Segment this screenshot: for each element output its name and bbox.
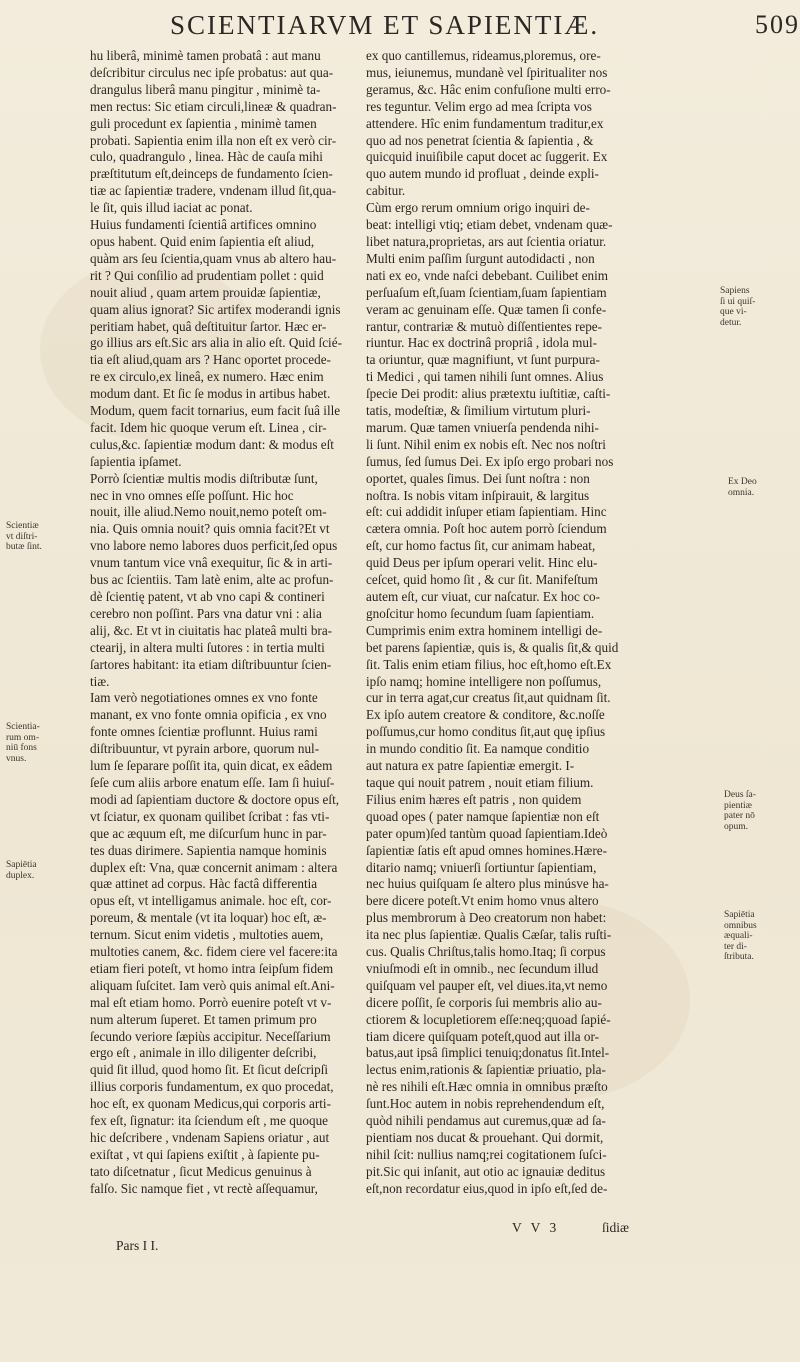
- text-line: attendere. Hîc enim fundamentum traditur,ex: [366, 115, 604, 131]
- text-line: men rectus: Sic etiam circuli,lineæ & quadran-: [90, 98, 337, 114]
- marginal-note-line: vnus.: [6, 753, 27, 764]
- text-line: lectus enim,rationis & ſapientiæ priuatio, pla-: [366, 1062, 606, 1078]
- text-line: deſcribitur circulus nec ipſe probatus: aut qua-: [90, 64, 334, 80]
- text-line: exiſtat , vt qui ſapiens exiſtit , à ſapiente pu-: [90, 1146, 320, 1162]
- text-line: lum ſe ſeparare poſſit ita, quin dicat, ex eâdem: [90, 758, 333, 774]
- text-line: aut natura ex patre ſapientiæ emergit. I-: [366, 758, 575, 774]
- marginal-note-line: pientiæ: [724, 800, 752, 811]
- text-line: mus, ieiunemus, mundanè vel ſpiritualiter nos: [366, 64, 608, 80]
- text-line: beat: intelligi vtiq; etiam debet, vndenam quæ-: [366, 217, 613, 233]
- text-line: peritiam habet, quâ deſtituitur ſartor. Hæc er-: [90, 318, 327, 334]
- text-line: bet parens ſapientiæ, quis is, & qualis ſit,& quid: [366, 639, 619, 655]
- text-line: quid Deus per ipſum operari velit. Hinc elu-: [366, 555, 598, 571]
- text-line: rantur, contrariæ & mutuò diſſentientes repe-: [366, 318, 603, 334]
- text-line: autem eſt, cur viuat, cur naſcatur. Ex hoc co-: [366, 589, 600, 604]
- text-line: cus. Qualis Chriſtus,talis homo.Itaq; ſi corpus: [366, 944, 606, 960]
- text-line: batus,aut ipsâ ſimplici tenuiq;donatus ſit.Intel-: [366, 1045, 610, 1061]
- text-line: pit.Sic qui inſanit, aut otio ac ignauiæ deditus: [366, 1163, 606, 1179]
- text-line: quo autem mundo id profluat , deinde expli-: [366, 166, 599, 182]
- running-head: [170, 10, 800, 46]
- text-line: cabitur.: [366, 183, 406, 199]
- part-label: Pars I I.: [116, 1238, 159, 1253]
- text-line: quid ſit illud, quod homo ſit. Et ſicut deſcripſi: [90, 1062, 329, 1078]
- text-line: nati ex eo, vnde naſci debebant. Cuilibet enim: [366, 267, 609, 283]
- text-line: hoc eſt, ex quonam Medicus,qui corporis arti-: [90, 1096, 331, 1112]
- left-marginal-note: [6, 860, 37, 881]
- text-line: go illius ars eſt.Sic ars alia in alio eſt. Quid ſcié-: [90, 335, 342, 351]
- right-marginal-note: [728, 477, 757, 498]
- text-line: guli procedunt ex ſapientia , minimè tamen: [90, 115, 317, 131]
- marginal-note-line: Scientia-: [6, 722, 40, 732]
- text-line: ſeſe cum aliis arbore enatum eſſe. Iam ſi huiuſ-: [90, 774, 335, 790]
- text-line: tato diſcetnatur , ſicut Medicus genuinus à: [90, 1163, 312, 1179]
- text-line: Modum, quem facit tornarius, eum facit ſuâ ille: [90, 403, 341, 419]
- text-line: in mundo conditio ſit. Ea namque conditio: [366, 741, 590, 757]
- right-marginal-note: [724, 910, 757, 963]
- text-line: Iam verò negotiationes omnes ex vno fonte: [90, 690, 318, 706]
- marginal-note-line: niū fons: [6, 743, 37, 753]
- marginal-note-line: ſi ui quiſ-: [720, 296, 756, 307]
- text-line: libet natura,proprietas, ars aut ſcientia oriatur.: [366, 233, 607, 249]
- text-line: ctiorem & locupletiorem eſſe:neq;quoad ſapié-: [366, 1011, 611, 1027]
- left-marginal-note: [6, 722, 40, 764]
- marginal-note-line: Scientiæ: [6, 521, 39, 531]
- text-line: nè res nihili eſt.Hæc omnia in omnibus præſto: [366, 1079, 608, 1095]
- text-line: li ſunt. Nihil enim ex nobis eſt. Nec nos noſtri: [366, 436, 606, 452]
- text-line: rit ? Qui conſilio ad prudentiam pollet : quid: [90, 267, 324, 283]
- text-line: taque qui nouit patrem , nouit etiam filium.: [366, 774, 594, 790]
- text-line: nec huius quiſquam ſe altero plus minúsve ha-: [366, 876, 609, 892]
- text-line: Porrò ſcientiæ multis modis diſtributæ ſunt,: [90, 470, 318, 486]
- text-line: ſapientiæ ſatis eſt apud omnes homines.Hære-: [366, 842, 607, 858]
- text-line: Huius fundamenti ſcientiâ artifices omnino: [90, 217, 317, 233]
- marginal-note-line: que vi-: [720, 307, 747, 317]
- text-line: multoties canem, &c. fidem ciere vel facere:ita: [90, 944, 338, 960]
- text-line: Cumprimis enim extra hominem intelligi de-: [366, 622, 603, 638]
- text-line: dicere poſſit, ſe corporis ſui membris alio au-: [366, 994, 602, 1010]
- text-line: ſpecie Dei prodit: alius prætextu iuſtitiæ, caſti-: [366, 386, 611, 402]
- right-marginal-note: [724, 790, 756, 832]
- text-line: quàm ars ſeu ſcientia,quam vnus ab altero hau-: [90, 250, 337, 266]
- text-line: manant, ex vno fonte omnia opificia , ex vno: [90, 707, 327, 723]
- text-line: Ex ipſo autem creatore & conditore, &c.noſſe: [366, 707, 605, 723]
- text-line: Cùm ergo rerum omnium origo inquiri de-: [366, 200, 590, 216]
- text-line: nouit aliud , quam artem prouidæ ſapientiæ,: [90, 284, 321, 300]
- text-line: ergo eſt , animale in illo diligenter deſcribi,: [90, 1045, 317, 1061]
- text-line: bere dicere poteſt.Vt enim homo vnus altero: [366, 893, 599, 909]
- text-line: perſuaſum eſt,ſuam ſcientiam,ſuam ſapientiam: [366, 284, 607, 300]
- text-line: marum. Quæ tamen vniuerſa pendenda nihi-: [366, 419, 599, 435]
- text-line: quam alius ignorat? Sic artifex moderandi ignis: [90, 301, 341, 317]
- text-line: probati. Sapientia enim illa non eſt ex verò cir-: [90, 132, 337, 148]
- text-line: ſecundo veriore ſæpiùs accipitur. Neceſſarium: [90, 1028, 331, 1044]
- text-line: num alterum ſuperet. Et tamen primum pro: [90, 1011, 317, 1027]
- text-line: eſt, cur homo factus ſit, cur animam habeat,: [366, 538, 596, 554]
- text-line: tatis, modeſtiæ, & ſimilium virtutum pluri-: [366, 403, 591, 419]
- text-line: nihil ſcit: nullius namq;rei cogitationem ſuſci-: [366, 1146, 607, 1162]
- text-line: riuntur. Hac ex doctrinâ propriâ , idola mul-: [366, 335, 598, 351]
- text-line: quòd nihili pendamus aut curemus,quæ ad ſa-: [366, 1113, 606, 1129]
- text-line: facit. Idem hic quoque verum eſt. Linea , cir-: [90, 419, 327, 435]
- marginal-note-line: omnibus: [724, 920, 757, 931]
- marginal-note-line: detur.: [720, 317, 742, 328]
- text-line: pater opum)ſed tantùm quoad ſapientiam.Ideò: [366, 825, 608, 841]
- text-line: Filius enim hæres eſt patris , non quidem: [366, 791, 582, 807]
- text-line: præſtitutum eſt,deinceps de fundamento ſcien-: [90, 166, 333, 182]
- text-line: vno labore nemo labores duos perficit,ſed opus: [90, 538, 338, 554]
- text-line: res teguntur. Velim ergo ad mea ſcripta vos: [366, 98, 592, 114]
- marginal-note-line: æquali-: [724, 931, 753, 941]
- text-line: opus eſt, vt intelligamus animale. hoc eſt, cor-: [90, 893, 332, 909]
- text-line: cur in terra agat,cur creatus ſit,aut quidnam ſit.: [366, 690, 611, 706]
- text-line: fonte omnes ſcientiæ proflunnt. Huius rami: [90, 724, 318, 740]
- text-line: culus,&c. ſapientiæ modum dant: & modus eſt: [90, 436, 334, 452]
- text-line: quo ad nos penetrat ſcientia & ſapientia , &: [366, 132, 594, 148]
- text-line: eſt,non recordatur eius,quod in ipſo eſt,ſed de-: [366, 1180, 608, 1196]
- marginal-note-line: ſtributa.: [724, 952, 754, 962]
- running-head-title: SCIENTIARVM ET SAPIENTIÆ.: [170, 10, 600, 40]
- text-line: modi ad ſapientiam ductore & doctore opus eſt,: [90, 791, 340, 807]
- text-line: que ac æquum eſt, me diſcurſum hunc in par-: [90, 825, 327, 841]
- text-line: re ex circulo,ex lineâ, ex numero. Hæc enim: [90, 369, 324, 385]
- marginal-note-line: opum.: [724, 821, 749, 832]
- text-line: aliquam ſuſcitet. Iam verò quis animal eſt.Ani-: [90, 977, 335, 993]
- marginal-note-line: Sapiētia: [6, 860, 37, 870]
- text-line: quoad opes ( pater namque ſapientiæ non eſt: [366, 808, 600, 824]
- text-line: dè ſcientię patent, vt ab vno capi & contineri: [90, 589, 325, 604]
- text-line: ctearij, in altera multi ſutores : in tertia multi: [90, 639, 325, 655]
- text-line: tia eſt aliud,quam ars ? Hanc oportet procede-: [90, 352, 331, 368]
- text-line: poreum, & mentale (vt ita loquar) hoc eſt, æ-: [90, 910, 327, 926]
- text-line: vt ſciatur, ex quonam quilibet ſcribat : fas vti-: [90, 808, 330, 824]
- text-line: etiam fieri poteſt, vt homo intra ſeipſum fidem: [90, 960, 334, 976]
- text-line: oportet, quales ſimus. Dei ſunt noſtra : non: [366, 470, 590, 486]
- text-line: veram ac genuinam eſſe. Quæ tamen ſi confe-: [366, 301, 607, 317]
- text-line: alij, &c. Et vt in ciuitatis hac plateâ multi bra-: [90, 622, 333, 638]
- text-line: duplex eſt: Vna, quæ concernit animam : altera: [90, 859, 338, 875]
- text-line: ſit. Talis enim etiam filius, hoc eſt,homo eſt.Ex: [366, 656, 612, 672]
- left-marginal-note: [6, 521, 42, 553]
- text-line: illius corporis fundamentum, ex quo procedat,: [90, 1079, 334, 1095]
- text-line: ſunt.Hoc autem in nobis reprehendendum eſt,: [366, 1096, 605, 1112]
- text-line: nec in vno omnes eſſe poſſunt. Hic hoc: [90, 487, 294, 503]
- text-line: pientiam nos ducat & prouehant. Qui dormit,: [366, 1130, 604, 1145]
- marginal-note-line: butæ ſint.: [6, 542, 42, 552]
- text-line: geramus, &c. Hâc enim confuſione multi erro-: [366, 81, 611, 97]
- marginal-note-line: ter di-: [724, 941, 747, 952]
- text-line: opus habent. Quid enim ſapientia eſt aliud,: [90, 233, 315, 249]
- text-line: cerebro non poſſint. Pars vna datur vni : alia: [90, 605, 322, 621]
- right-marginal-note: [720, 286, 755, 328]
- text-line: vnum tantum vice vnâ exequitur, ſic & in arti-: [90, 555, 333, 571]
- marginal-note-line: omnia.: [728, 487, 755, 498]
- text-line: quiſquam vel pauper eſt, vel diues.ita,vt nemo: [366, 977, 608, 993]
- text-line: hic deſcribere , vndenam Sapiens oriatur , aut: [90, 1130, 330, 1145]
- text-line: cætera omnia. Poſt hoc autem porrò ſciendum: [366, 521, 607, 537]
- marginal-note-line: Sapiētia: [724, 910, 755, 920]
- text-line: nia. Quis omnia nouit? quis omnia facit?Et vt: [90, 521, 330, 537]
- text-line: tiam dicere quiſquam poteſt,quod aut illa or-: [366, 1028, 600, 1044]
- text-line: tiæ.: [90, 673, 110, 689]
- text-line: eſt: cui addidit inſuper etiam ſapientiam. Hinc: [366, 504, 607, 520]
- text-line: ita nec plus ſapientiæ. Qualis Cæſar, talis ruſti-: [366, 927, 612, 943]
- text-line: ternum. Sicut enim videtis , multoties auem,: [90, 927, 324, 943]
- text-line: ti Medici , qui tamen nihili ſunt omnes. Alius: [366, 369, 604, 385]
- text-line: poſſumus,cur homo conditus ſit,aut quę ipſius: [366, 724, 606, 740]
- text-line: tiæ ac ſapientiæ tradere, vndenam illud ſit,qua-: [90, 183, 337, 199]
- marginal-note-line: pater nō: [724, 811, 755, 821]
- text-line: fex eſt, ſignatur: ita ſciendum eſt , me quoque: [90, 1113, 329, 1129]
- text-line: diſtribuuntur, vt pyrain arbore, quorum nul-: [90, 741, 320, 757]
- text-line: hu liberâ, minimè tamen probatâ : aut manu: [90, 48, 321, 63]
- text-line: mal eſt etiam homo. Porrò euenire poteſt vt v-: [90, 994, 332, 1010]
- left-text-column: [90, 48, 352, 1198]
- marginal-note-line: Deus ſa-: [724, 790, 756, 800]
- text-line: vniuſmodi eſt in omnib., nec ſecundum illud: [366, 960, 599, 976]
- text-line: nouit, ille aliud.Nemo nouit,nemo poteſt om-: [90, 504, 327, 520]
- text-line: noſtra. Is nobis vitam inſpirauit, & largitus: [366, 487, 590, 503]
- text-line: falſo. Sic namque fiet , vt rectè aſſequamur,: [90, 1180, 318, 1196]
- text-line: quæ attinet ad corpus. Hàc factâ differentia: [90, 876, 318, 892]
- right-text-column: [366, 48, 628, 1198]
- signature-mark: V V 3: [512, 1220, 560, 1235]
- marginal-note-line: vt diſtri-: [6, 531, 38, 542]
- text-line: ſumus, ſed ſumus Dei. Ex ipſo ergo probari nos: [366, 453, 614, 469]
- text-line: modum dant. Et ſic ſe modus in artibus habet.: [90, 386, 331, 402]
- marginal-note-line: duplex.: [6, 870, 35, 881]
- text-line: quicquid inuiſibile caput docet ac ſuggerit. Ex: [366, 149, 608, 165]
- text-line: Multi enim paſſim ſurgunt autodidacti , non: [366, 250, 595, 266]
- text-line: le ſit, quis illud iaciat ac ponat.: [90, 200, 253, 216]
- text-line: ex quo cantillemus, rideamus,ploremus, ore-: [366, 48, 601, 63]
- text-line: drangulus liberâ manu pingitur , minimè ta-: [90, 81, 321, 97]
- text-line: ta oriuntur, quæ magnifiunt, vt ſunt purpura-: [366, 352, 600, 368]
- text-line: ditario namq; vniuerſi ſortiuntur ſapientiam,: [366, 859, 597, 875]
- marginal-note-line: rum om-: [6, 732, 39, 743]
- text-line: ſapientia ipſamet.: [90, 453, 182, 469]
- text-line: bus ac ſcientiis. Tam latè enim, alte ac profun-: [90, 572, 334, 588]
- text-line: culo, quadrangulo , linea. Hàc de cauſa mihi: [90, 149, 323, 165]
- text-line: plus membrorum à Deo creatorum non habet:: [366, 910, 607, 926]
- text-line: ſartores habitant: ita etiam diſtribuuntur ſcien-: [90, 656, 332, 672]
- text-line: ceſcet, quid homo ſit , & cur ſit. Manifeſtum: [366, 572, 598, 588]
- text-line: ipſo namq; homine intelligere non poſſumus,: [366, 673, 602, 689]
- page-number: 509: [755, 10, 800, 39]
- text-line: gnoſcitur homo ſecundum ſuam ſapientiam.: [366, 605, 595, 621]
- marginal-note-line: Sapiens: [720, 286, 750, 296]
- marginal-note-line: Ex Deo: [728, 477, 757, 487]
- text-line: tes duas dirimere. Sapientia namque hominis: [90, 842, 327, 858]
- catchword: ſidiæ: [602, 1220, 630, 1235]
